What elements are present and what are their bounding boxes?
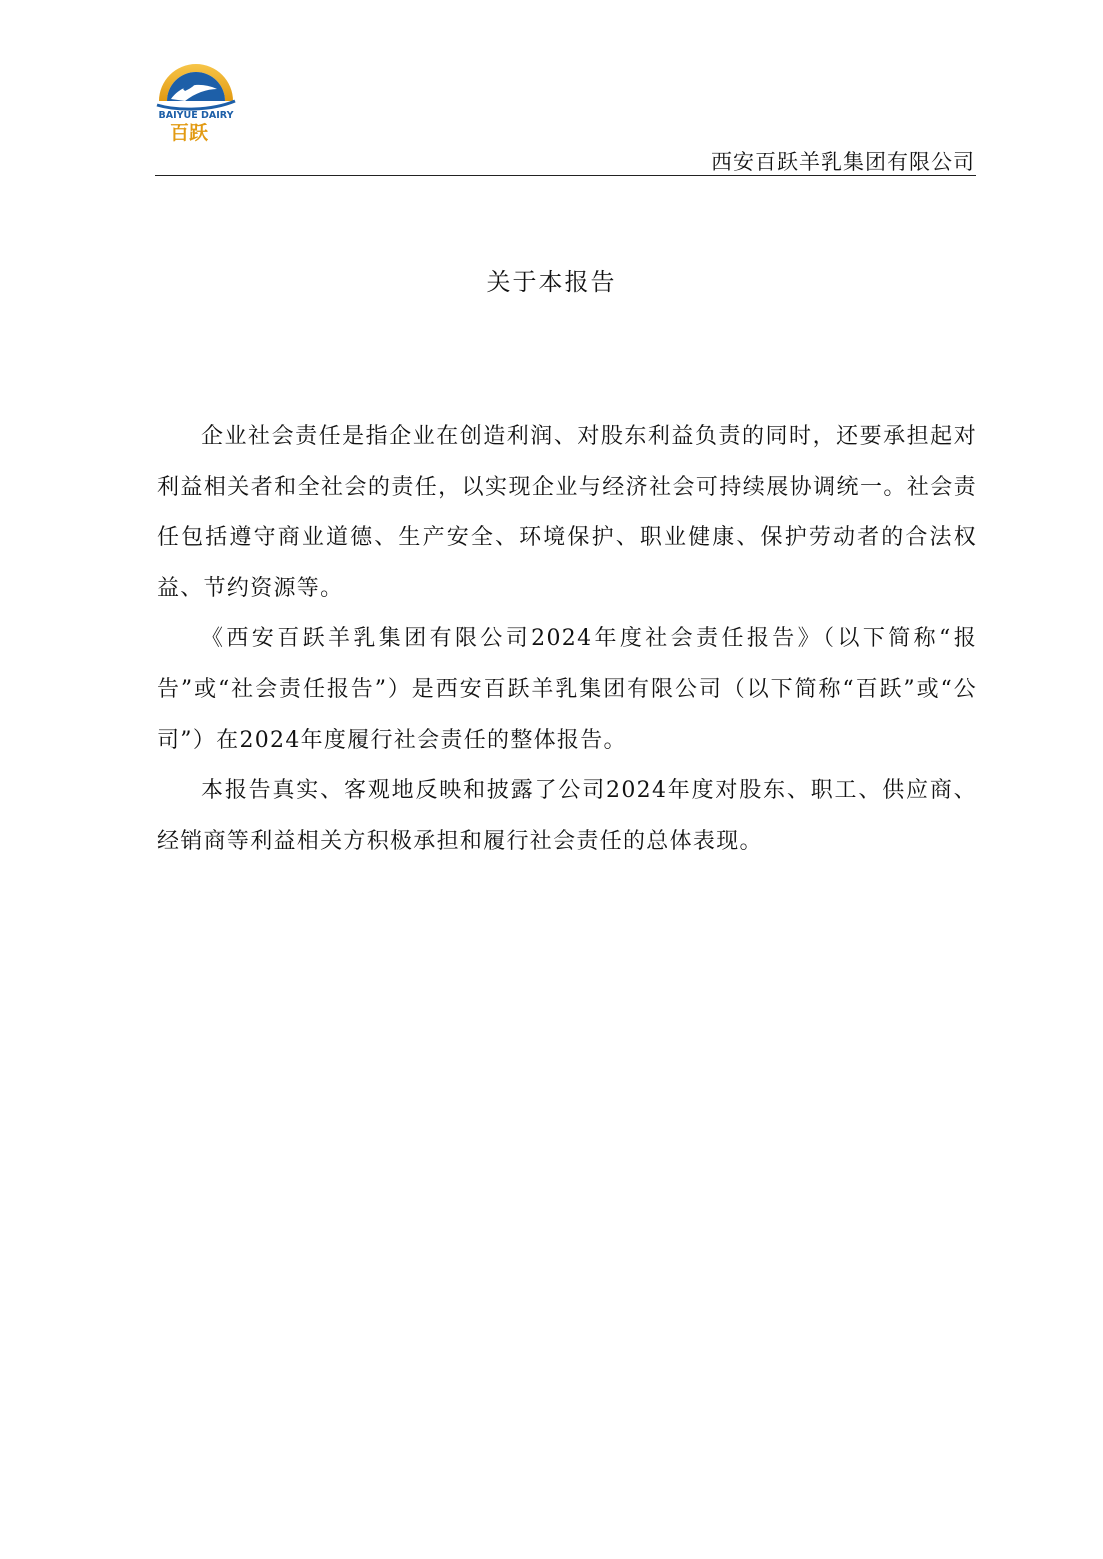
header-divider	[155, 175, 976, 176]
body-paragraph: 本报告真实、客观地反映和披露了公司2024年度对股东、职工、供应商、经销商等利益相关方积极承担和履行社会责任的总体表现。	[157, 778, 977, 854]
report-body	[157, 412, 977, 867]
baiyue-logo-icon	[155, 55, 237, 143]
company-header-name: 西安百跃羊乳集团有限公司	[711, 150, 975, 174]
company-logo	[155, 55, 237, 143]
body-paragraph: 企业社会责任是指企业在创造利润、对股东利益负责的同时，还要承担起对利益相关者和全社会的责任，以实现企业与经济社会可持续展协调统一。社会责任包括遵守商业道德、生产安全、环境保护、职业健康、保护劳动者的合法权益、节约资源等。	[157, 424, 977, 601]
logo-cn-text: 百跃	[169, 122, 209, 143]
body-paragraph: 《西安百跃羊乳集团有限公司2024年度社会责任报告》（以下简称“报告”或“社会责任报告”）是西安百跃羊乳集团有限公司（以下简称“百跃”或“公司”）在2024年度履行社会责任的整体报告。	[157, 626, 977, 753]
logo-brand-text: BAIYUE DAIRY	[158, 110, 234, 121]
page-title: 关于本报告	[486, 268, 617, 296]
